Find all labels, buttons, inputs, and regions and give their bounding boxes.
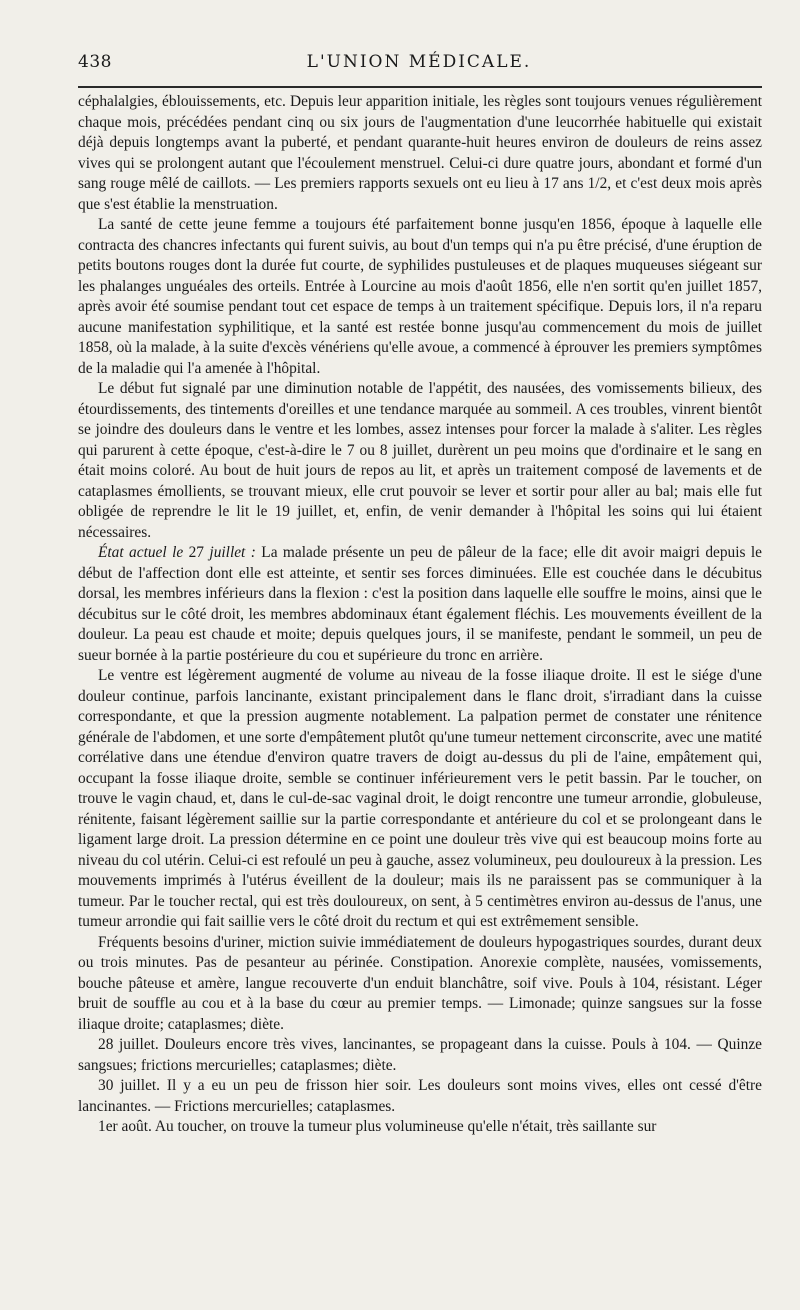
paragraph: Le début fut signalé par une diminution notable de l'appétit, des nausées, des vomissements bilieux, des étourdissements, des tintements d'oreilles et une tendance marquée au sommeil. A ces troubles, vinrent bientôt se joindre des douleurs dans le ventre et les lombes, assez intenses pour forcer la malade à s'aliter. Les règles qui parurent à cette époque, c'est-à-dire le 7 ou 8 juillet, durèrent un peu moins que d'ordinaire et le sang en était moins coloré. Au bout de huit jours de repos au lit, et après un traitement composé de lavements et de cataplasmes émollients, se trouvant mieux, elle crut pouvoir se lever et sortir pour aller au bal; mais elle fut obligée de reprendre le lit le 19 juillet, et, enfin, de venir demander à l'hôpital les soins qui lui étaient nécessaires. xyxy=(78,380,762,541)
paragraph-text: La malade présente un peu de pâleur de la face; elle dit avoir maigri depuis le début de l'affection dont elle est atteinte, et sentir ses forces diminuées. Elle est couchée dans le décubitus dorsal, les membres inférieurs dans la flexion : c'est la position dans laquelle elle souffre le moins, ainsi que le décubitus sur le côté droit, les membres abdominaux étant également fléchis. Les mouvements éveillent de la douleur. La peau est chaude et moite; depuis quelques jours, il se manifeste, pendant le sommeil, un peu de sueur bornée à la partie postérieure du cou et supérieure du tronc en arrière. xyxy=(78,544,763,664)
page-number: 438 xyxy=(78,52,112,72)
paragraph: céphalalgies, éblouissements, etc. Depuis leur apparition initiale, les règles sont toujours venues régulièrement chaque mois, précédées pendant cinq ou six jours de l'augmentation d'une leucorrhée habituelle qui existait déjà depuis longtemps avant la puberté, et pendant quarante-huit heures environ de douleurs de reins assez vives qui se prolongent autant que l'écoulement menstruel. Celui-ci dure quatre jours, abondant et formé d'un sang rouge mêlé de caillots. — Les premiers rapports sexuels ont eu lieu à 17 ans 1/2, et c'est deux mois après que s'est établie la menstruation. xyxy=(78,93,762,213)
paragraph: 30 juillet. Il y a eu un peu de frisson hier soir. Les douleurs sont moins vives, elles ont cessé d'être lancinantes. — Frictions mercurielles; cataplasmes. xyxy=(78,1077,762,1115)
paragraph: 28 juillet. Douleurs encore très vives, lancinantes, se propageant dans la cuisse. Pouls à 104. — Quinze sangsues; frictions mercurielles; cataplasmes; diète. xyxy=(78,1036,762,1074)
running-title: L'UNION MÉDICALE. xyxy=(306,52,532,72)
paragraph: La santé de cette jeune femme a toujours été parfaitement bonne jusqu'en 1856, époque à laquelle elle contracta des chancres infectants qui furent suivis, au bout d'un temps qui n'a pu être précisé, d'une éruption de petits boutons rouges dont la durée fut courte, de syphilides pustuleuses et de plaques muqueuses siégeant sur les phalanges unguéales des orteils. Entrée à Lourcine au mois d'août 1856, elle n'en sortit qu'en juillet 1857, après avoir été soumise pendant tout cet espace de temps à un traitement spécifique. Depuis lors, il n'a reparu aucune manifestation syphilitique, et la santé est restée bonne jusqu'au commencement du mois de juillet 1858, où la malade, à la suite d'excès vénériens qu'elle avoue, a commencé à éprouver les premiers symptômes de la maladie qui l'a amenée à l'hôpital. xyxy=(78,216,762,377)
paragraph: 1er août. Au toucher, on trouve la tumeur plus volumineuse qu'elle n'était, très saillante sur xyxy=(98,1118,657,1135)
paragraph: Le ventre est légèrement augmenté de volume au niveau de la fosse iliaque droite. Il est le siége d'une douleur continue, parfois lancinante, existant principalement dans le flanc droit, s'irradiant dans la cuisse correspondante, et que la pression augmente notablement. La palpation permet de constater une rénitence générale de l'abdomen, et une sorte d'empâtement plutôt qu'une tumeur nettement circonscrite, avec une matité corrélative dans une étendue d'environ quatre travers de doigt au-dessus du pli de l'aine, empâtement qui, occupant la fosse iliaque droite, semble se continuer inférieurement vers le petit bassin. Par le toucher, on trouve le vagin chaud, et, dans le cul-de-sac vaginal droit, le doigt rencontre une tumeur arrondie, globuleuse, rénitente, faisant légèrement saillie sur la partie correspondante et antérieure du col et se prolongeant dans le ligament large droit. La pression détermine en ce point une douleur très vive qui est beaucoup moins forte au niveau du col utérin. Celui-ci est refoulé un peu à gauche, assez volumineux, peu douloureux à la pression. Les mouvements imprimés à l'utérus éveillent de la douleur; mais ils ne paraissent pas se communiquer à la tumeur. Par le toucher rectal, qui est très douloureux, on sent, à 5 centimètres environ au-dessus de l'anus, une tumeur arrondie qui fait saillie vers le côté droit du rectum et qui est extrêmement sensible. xyxy=(78,667,762,930)
header-rule xyxy=(78,86,762,88)
page-header xyxy=(78,52,760,78)
paragraph: Fréquents besoins d'uriner, miction suivie immédiatement de douleurs hypogastriques sourdes, durant deux ou trois minutes. Pas de pesanteur au périnée. Constipation. Anorexie complète, nausées, vomissements, bouche pâteuse et amère, langue recouverte d'un enduit blanchâtre, soif vive. Pouls à 104, résistant. Léger bruit de souffle au cou et à la base du cœur au premier temps. — Limonade; quinze sangsues sur la fosse iliaque droite; cataplasmes; diète. xyxy=(78,933,762,1033)
italic-lead: État actuel le xyxy=(98,544,184,561)
body-text xyxy=(78,92,762,1138)
italic-mid: juillet : xyxy=(209,544,256,561)
date-number: 27 xyxy=(188,544,204,561)
paragraph xyxy=(78,543,762,666)
